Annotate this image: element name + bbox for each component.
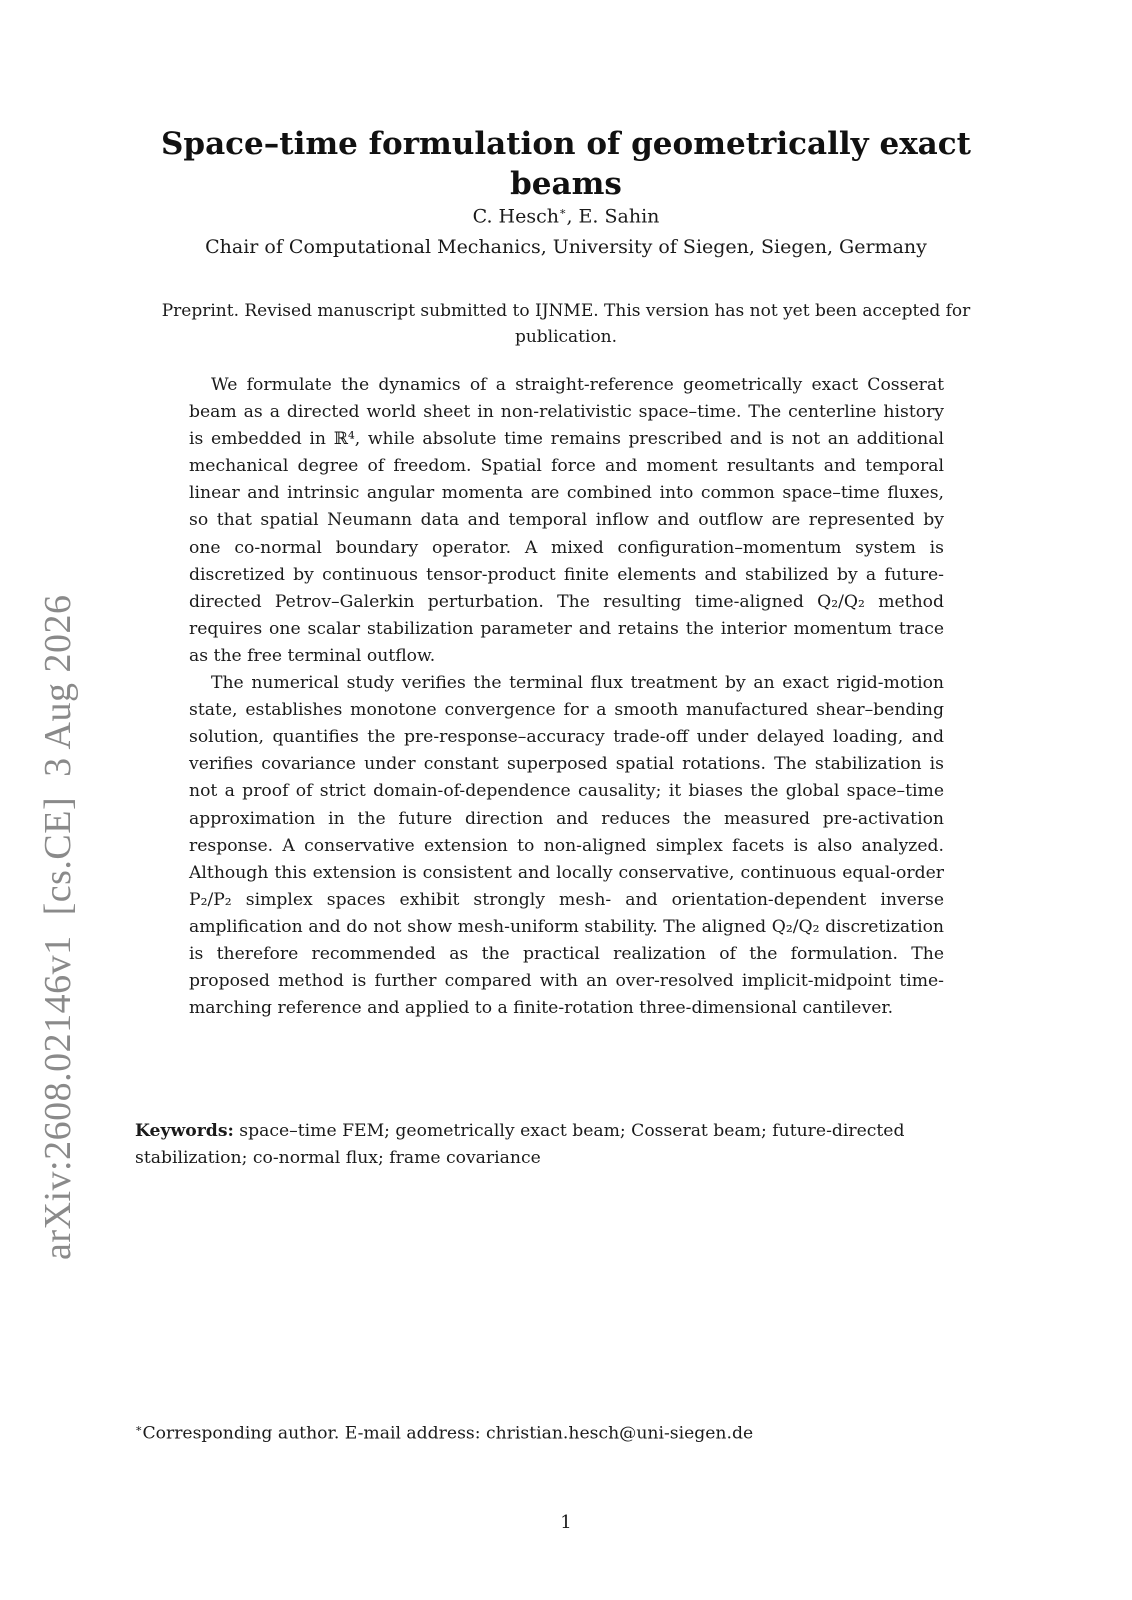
preprint-note: Preprint. Revised manuscript submitted to IJNME. This version has not yet been accepted for publication. [161, 301, 971, 347]
author-list [130, 200, 1002, 228]
footnote-mark: ∗ [135, 1422, 143, 1435]
author-name: C. Hesch [472, 205, 559, 228]
author-affiliation: Chair of Computational Mechanics, University of Siegen, Siegen, Germany [205, 236, 927, 258]
keywords [135, 1118, 1000, 1172]
abstract [189, 372, 944, 1022]
footnote [135, 1417, 753, 1446]
corresponding-author-mark: ∗ [558, 205, 567, 218]
page-number: 1 [560, 1512, 572, 1533]
keywords-text: space–time FEM; geometrically exact beam; Cosserat beam; future-directed stabilization; co-normal flux; frame covariance [135, 1121, 905, 1168]
paper-title: Space–time formulation of geometrically exact beams [161, 126, 971, 202]
abstract-paragraph: We formulate the dynamics of a straight-reference geometrically exact Cosserat beam as a directed world sheet in non-relativistic space–time. The centerline history is embedded in ℝ⁴, while absolute time remains prescribed and is not an additional mechanical degree of freedom. Spatial force and moment resultants and temporal linear and intrinsic angular momenta are combined into common space–time fluxes, so that spatial Neumann data and temporal inflow and outflow are represented by one co-normal boundary operator. A mixed configuration–momentum system is discretized by continuous tensor-product finite elements and stabilized by a future-directed Petrov–Galerkin perturbation. The resulting time-aligned Q₂/Q₂ method requires one scalar stabilization parameter and retains the interior momentum trace as the free terminal outflow. [189, 375, 944, 666]
footnote-text: Corresponding author. E-mail address: christian.hesch@uni-siegen.de [142, 1423, 754, 1444]
abstract-paragraph: The numerical study verifies the terminal flux treatment by an exact rigid-motion state, establishes monotone convergence for a smooth manufactured shear–bending solution, quantifies the pre-response–accuracy trade-off under delayed loading, and verifies covariance under constant superposed spatial rotations. The stabilization is not a proof of strict domain-of-dependence causality; it biases the global space–time approximation in the future direction and reduces the measured pre-activation response. A conservative extension to non-aligned simplex facets is also analyzed. Although this extension is consistent and locally conservative, continuous equal-order P₂/P₂ simplex spaces exhibit strongly mesh- and orientation-dependent inverse amplification and do not show mesh-uniform stability. The aligned Q₂/Q₂ discretization is therefore recommended as the practical realization of the formulation. The proposed method is further compared with an over-resolved implicit-midpoint time-marching reference and applied to a finite-rotation three-dimensional cantilever. [189, 673, 944, 1019]
author-name: , E. Sahin [566, 205, 660, 228]
arxiv-identifier[interactable]: arXiv:2608.02146v1 [cs.CE] 3 Aug 2026 [37, 594, 79, 1260]
keywords-label: Keywords: [135, 1121, 234, 1141]
